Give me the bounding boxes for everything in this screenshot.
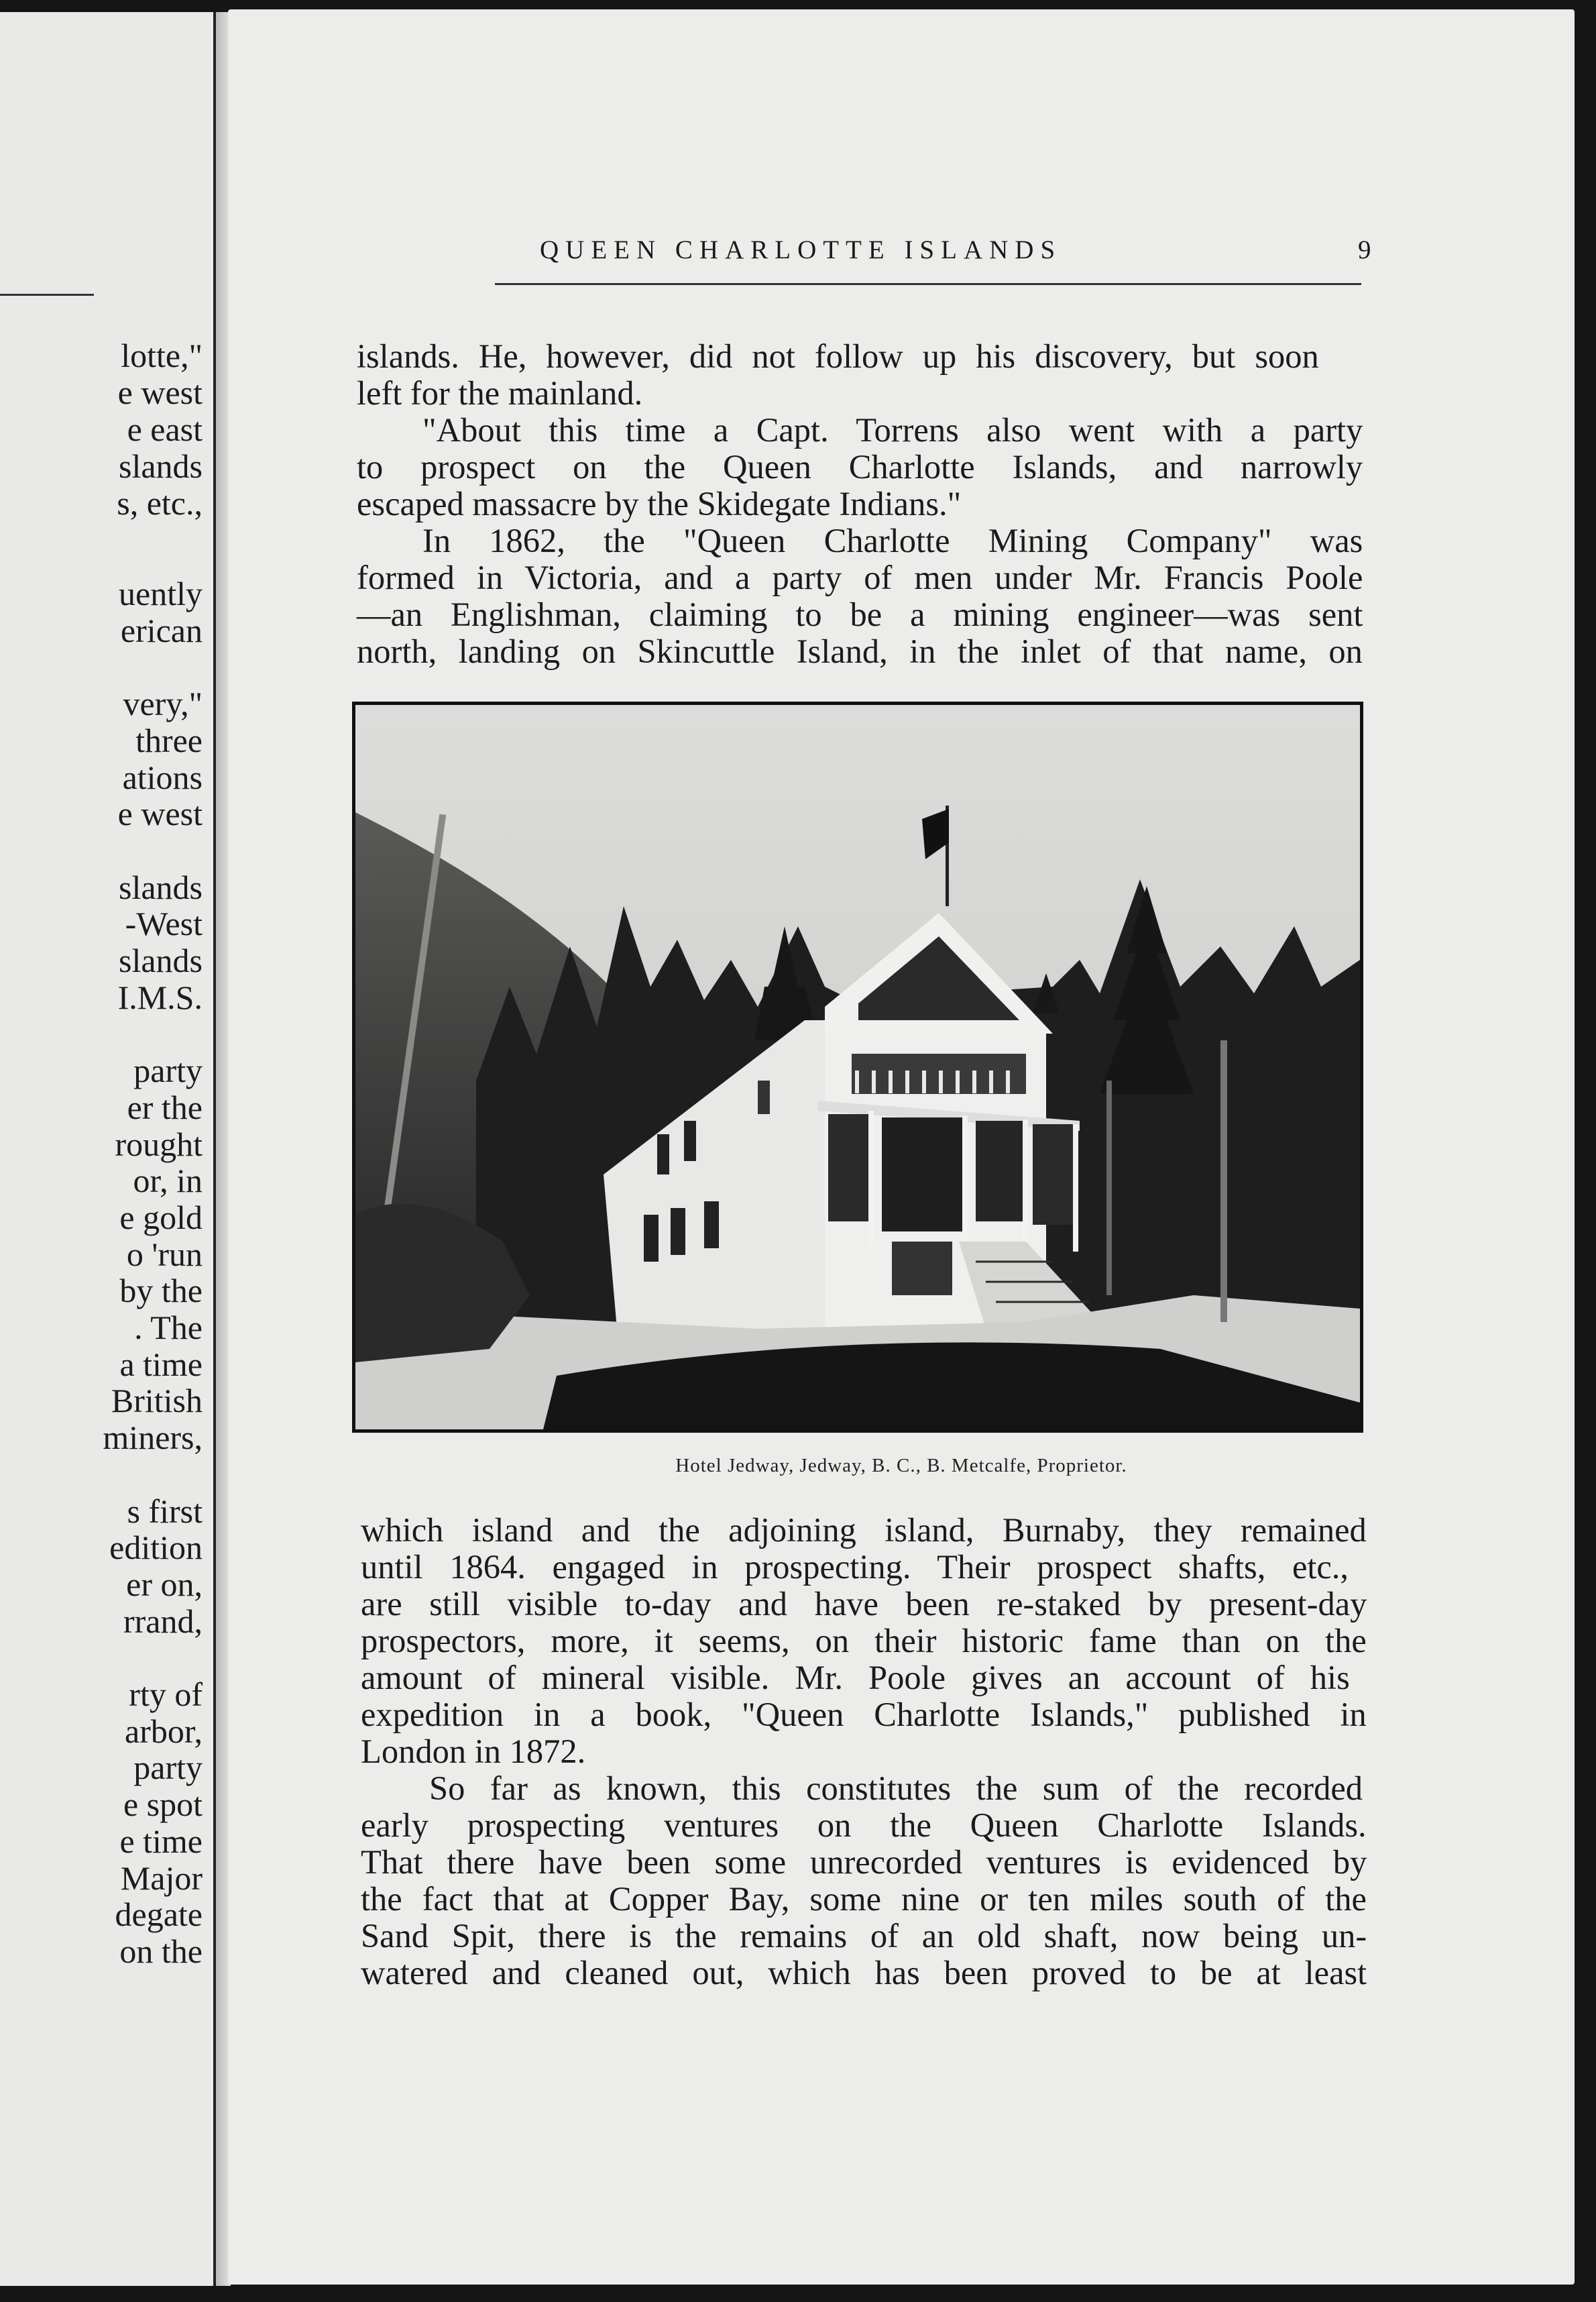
facing-page-line: e spot [123,1786,203,1824]
facing-page-line: e west [117,795,203,833]
text-line: north, landing on Skincuttle Island, in the inlet of that name, on [357,633,1363,670]
facing-page-line: degate [115,1896,203,1934]
text-line: early prospecting ventures on the Queen Charlotte Islands. [361,1806,1367,1844]
text-line: watered and cleaned out, which has been proved to be at least [361,1954,1367,1991]
hotel-photograph [352,702,1363,1433]
facing-page-line: e east [127,410,203,448]
text-line: left for the mainland. [357,374,643,412]
facing-page-line: rrand, [123,1602,203,1640]
facing-page-header-rule [0,294,94,296]
facing-page-line: party [133,1749,203,1787]
facing-page-line: -West [125,905,203,943]
text-line: That there have been some unrecorded ventures is evidenced by [361,1843,1367,1881]
facing-page-line: very," [123,685,203,723]
facing-page-line: rty of [129,1676,203,1713]
facing-page-line: s first [127,1492,203,1530]
facing-page-line: slands [119,942,203,979]
facing-page-line: British [111,1382,203,1420]
text-line: In 1862, the "Queen Charlotte Mining Company" was [422,522,1363,559]
facing-page-line: s, etc., [117,484,203,522]
facing-page-line: or, in [133,1162,203,1200]
page-number: 9 [1358,235,1371,264]
facing-page-line: e gold [119,1198,203,1236]
facing-page-line: e west [117,374,203,411]
facing-page-line: ations [122,758,203,796]
facing-page-line: erican [120,611,203,649]
text-line: expedition in a book, "Queen Charlotte Islands," published in [361,1696,1367,1733]
book-page [228,9,1575,2285]
text-line: prospectors, more, it seems, on their historic fame than on the [361,1622,1367,1659]
facing-page-fragment [0,12,216,2286]
facing-page-line: three [135,721,203,759]
text-line: are still visible to-day and have been re-staked by present-day [361,1585,1367,1623]
facing-page-line: Major [120,1859,203,1897]
text-line: formed in Victoria, and a party of men under Mr. Francis Poole [357,559,1363,596]
facing-page-line: lotte," [121,337,203,374]
text-line: escaped massacre by the Skidegate Indians." [357,485,962,523]
facing-page-line: arbor, [125,1712,203,1750]
text-line: amount of mineral visible. Mr. Poole gives an account of his [361,1659,1350,1696]
facing-page-line: . The [134,1309,203,1346]
header-rule [495,283,1361,285]
text-line: —an Englishman, claiming to be a mining engineer—was sent [357,596,1363,633]
figure-caption: Hotel Jedway, Jedway, B. C., B. Metcalfe, Proprietor. [675,1455,1127,1476]
facing-page-line: er the [127,1088,203,1126]
facing-page-line: I.M.S. [117,978,203,1016]
text-line: the fact that at Copper Bay, some nine or ten miles south of the [361,1880,1367,1918]
facing-page-line: slands [119,447,203,485]
hotel-photograph-image [355,705,1360,1429]
text-line: "About this time a Capt. Torrens also went with a party [422,411,1363,449]
text-line: So far as known, this constitutes the sum of the recorded [429,1769,1363,1807]
facing-page-line: party [133,1052,203,1090]
facing-page-line: by the [119,1272,203,1310]
facing-page-line: e time [119,1822,203,1860]
text-line: which island and the adjoining island, Burnaby, they remained [361,1511,1367,1549]
facing-page-line: edition [109,1529,203,1567]
facing-page-line: on the [119,1932,203,1970]
text-line: to prospect on the Queen Charlotte Islands, and narrowly [357,448,1363,486]
facing-page-line: a time [119,1345,203,1383]
facing-page-line: o 'run [126,1235,203,1273]
text-line: until 1864. engaged in prospecting. Their prospect shafts, etc., [361,1548,1349,1586]
facing-page-line: er on, [126,1565,203,1603]
text-line: islands. He, however, did not follow up his discovery, but soon [357,337,1319,375]
text-line: Sand Spit, there is the remains of an old shaft, now being un- [361,1917,1367,1955]
text-line: London in 1872. [361,1733,586,1770]
running-title: QUEEN CHARLOTTE ISLANDS [540,235,1062,264]
facing-page-line: rought [115,1125,203,1163]
facing-page-line: uently [119,575,203,612]
facing-page-line: miners, [103,1419,203,1457]
facing-page-line: slands [119,868,203,906]
